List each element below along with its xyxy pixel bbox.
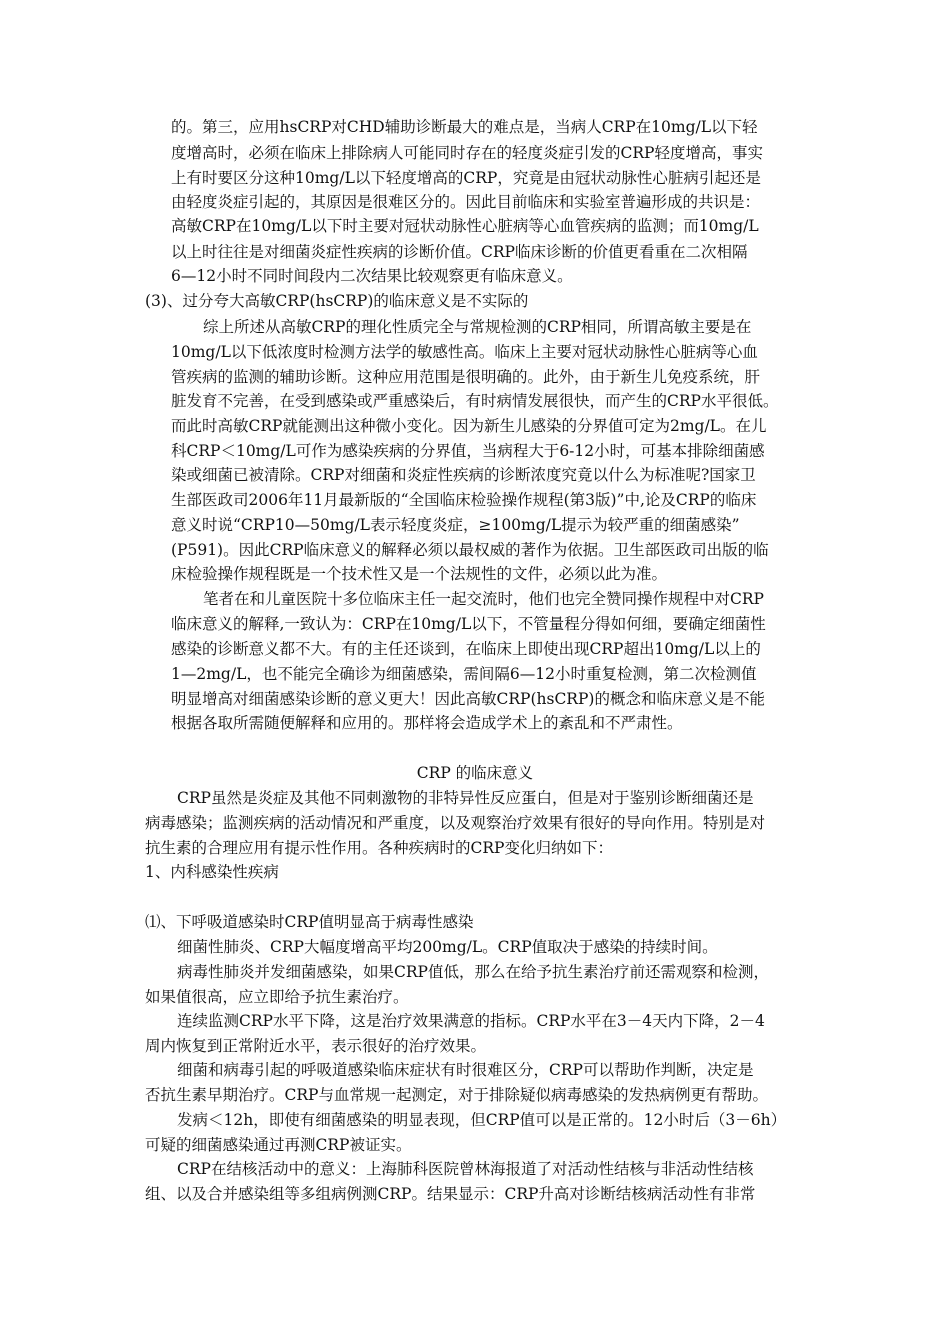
text-line: 明显增高对细菌感染诊断的意义更大！因此高敏CRP(hsCRP)的概念和临床意义是不能 — [171, 690, 765, 708]
text-line: 病毒性肺炎并发细菌感染，如果CRP值低，那么在给予抗生素治疗前还需观察和检测， — [177, 963, 769, 981]
text-line: 10mg/L以下低浓度时检测方法学的敏感性高。临床上主要对冠状动脉性心脏病等心血 — [171, 343, 758, 361]
text-line: 根据各取所需随便解释和应用的。那样将会造成学术上的紊乱和不严肃性。 — [171, 714, 683, 732]
text-line: 组、以及合并感染组等多组病例测CRP。结果显示：CRP升高对诊断结核病活动性有非常 — [145, 1185, 756, 1203]
text-line: 病毒感染；监测疾病的活动情况和严重度，以及观察治疗效果有很好的导向作用。特别是对 — [145, 814, 766, 832]
text-line: (P591)。因此CRP临床意义的解释必须以最权威的著作为依据。卫生部医政司出版的临 — [171, 541, 769, 559]
text-line: 生部医政司2006年11月最新版的“全国临床检验操作规程(第3版)”中,论及CRP的临床 — [171, 491, 757, 509]
text-line: 染或细菌已被清除。CRP对细菌和炎症性疾病的诊断浓度究竟以什么为标准呢?国家卫 — [171, 466, 756, 484]
text-line: CRP在结核活动中的意义：上海肺科医院曾林海报道了对活动性结核与非活动性结核 — [177, 1160, 754, 1178]
section-heading: 1、内科感染性疾病 — [145, 863, 279, 881]
text-line: 床检验操作规程既是一个技术性又是一个法规性的文件，必须以此为准。 — [171, 565, 668, 583]
section-heading: (3)、过分夸大高敏CRP(hsCRP)的临床意义是不实际的 — [145, 292, 529, 310]
text-line: 由轻度炎症引起的，其原因是很难区分的。因此目前临床和实验室普遍形成的共识是： — [171, 193, 761, 211]
subsection-heading: ⑴、下呼吸道感染时CRP值明显高于病毒性感染 — [145, 913, 474, 931]
text-line: 1—2mg/L，也不能完全确诊为细菌感染，需间隔6—12小时重复检测，第二次检测值 — [171, 665, 757, 683]
text-line: 脏发育不完善，在受到感染或严重感染后，有时病情发展很快，而产生的CRP水平很低。 — [171, 392, 779, 410]
section-title: CRP 的临床意义 — [416, 764, 534, 782]
text-line: 临床意义的解释,一致认为：CRP在10mg/L以下，不管量程分得如何细，要确定细菌性 — [171, 615, 766, 633]
text-line: 管疾病的监测的辅助诊断。这种应用范围是很明确的。此外，由于新生儿免疫系统，肝 — [171, 368, 761, 386]
text-line: 细菌性肺炎、CRP大幅度增高平均200mg/L。CRP值取决于感染的持续时间。 — [177, 938, 718, 956]
text-line: 综上所述从高敏CRP的理化性质完全与常规检测的CRP相同，所谓高敏主要是在 — [203, 318, 752, 336]
text-line: 的。第三，应用hsCRP对CHD辅助诊断最大的难点是，当病人CRP在10mg/L以下轻 — [171, 118, 758, 136]
text-line: 笔者在和儿童医院十多位临床主任一起交流时，他们也完全赞同操作规程中对CRP — [203, 590, 764, 608]
text-line: 发病＜12h，即使有细菌感染的明显表现，但CRP值可以是正常的。12小时后（3－6h） — [177, 1111, 787, 1129]
text-line: 而此时高敏CRP就能测出这种微小变化。因为新生儿感染的分界值可定为2mg/L。在儿 — [171, 417, 767, 435]
text-line: 6—12小时不同时间段内二次结果比较观察更有临床意义。 — [171, 267, 573, 285]
text-line: 细菌和病毒引起的呼吸道感染临床症状有时很难区分，CRP可以帮助作判断，决定是 — [177, 1061, 754, 1079]
text-line: 科CRP＜10mg/L可作为感染疾病的分界值，当病程大于6-12小时，可基本排除细菌感 — [171, 442, 765, 460]
text-line: 以上时往往是对细菌炎症性疾病的诊断价值。CRP临床诊断的价值更看重在二次相隔 — [171, 243, 748, 261]
text-line: 高敏CRP在10mg/L以下时主要对冠状动脉性心脏病等心血管疾病的监测；而10mg/L — [171, 217, 759, 235]
text-line: 否抗生素早期治疗。CRP与血常规一起测定，对于排除疑似病毒感染的发热病例更有帮助。 — [145, 1086, 768, 1104]
text-line: 感染的诊断意义都不大。有的主任还谈到，在临床上即使出现CRP超出10mg/L以上的 — [171, 640, 761, 658]
text-line: CRP虽然是炎症及其他不同刺激物的非特异性反应蛋白，但是对于鉴别诊断细菌还是 — [177, 789, 754, 807]
text-line: 可疑的细菌感染通过再测CRP被证实。 — [145, 1136, 412, 1154]
text-line: 抗生素的合理应用有提示性作用。各种疾病时的CRP变化归纳如下： — [145, 839, 613, 857]
text-line: 周内恢复到正常附近水平，表示很好的治疗效果。 — [145, 1037, 487, 1055]
text-line: 上有时要区分这种10mg/L以下轻度增高的CRP，究竟是由冠状动脉性心脏病引起还是 — [171, 169, 761, 187]
text-line: 度增高时，必须在临床上排除病人可能同时存在的轻度炎症引发的CRP轻度增高，事实 — [171, 144, 763, 162]
text-line: 连续监测CRP水平下降，这是治疗效果满意的指标。CRP水平在3－4天内下降，2－4 — [177, 1012, 765, 1030]
text-line: 意义时说“CRP10—50mg/L表示轻度炎症，≥100mg/L提示为较严重的细菌感染” — [171, 516, 740, 534]
text-line: 如果值很高，应立即给予抗生素治疗。 — [145, 988, 409, 1006]
